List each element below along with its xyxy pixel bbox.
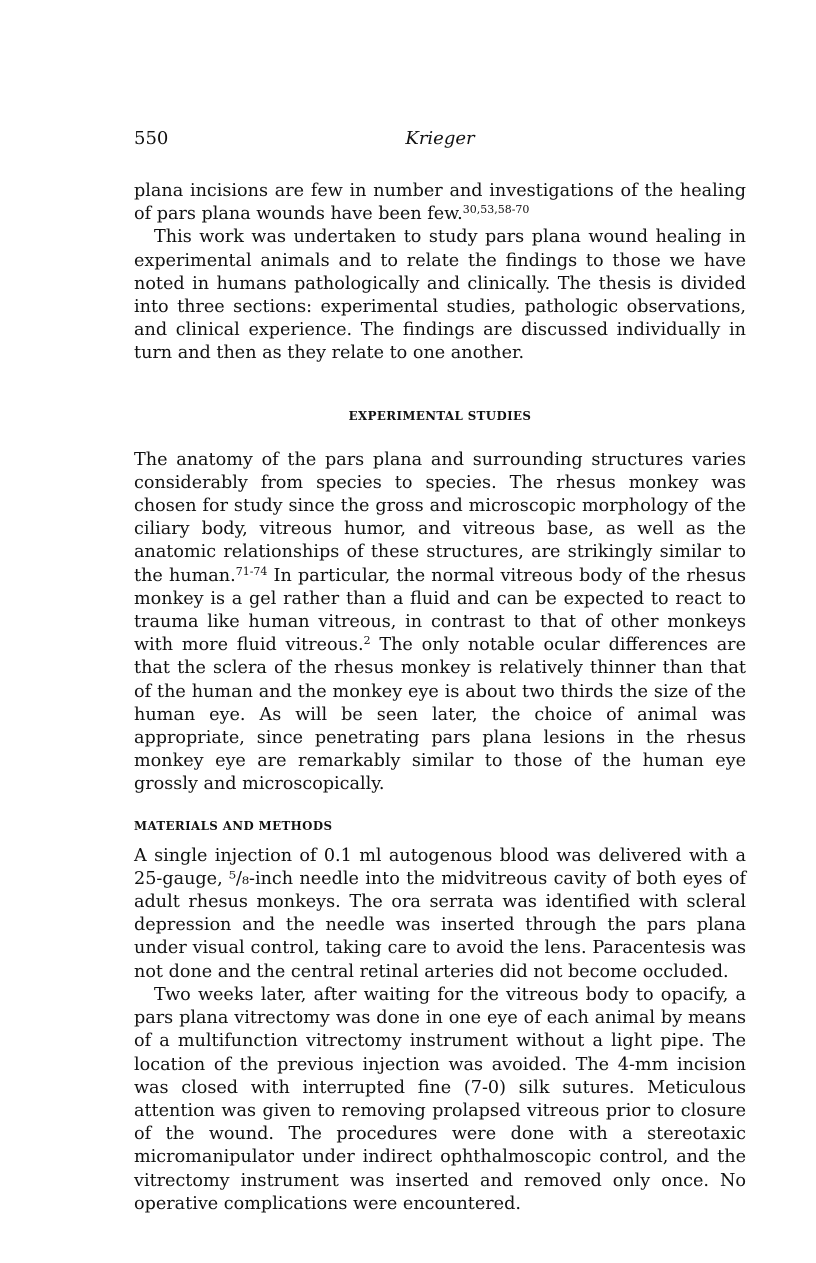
article-body bbox=[134, 180, 746, 1216]
paragraph-injection-method: A single injection of 0.1 ml autogenous blood was delivered with a 25-gauge, ⁵/₈-inch needle into the midvitreous cavity of both eyes of adult rhesus monkeys. The ora serrata was identified with scleral depression and the needle was inserted through the pars plana under visual control, taking care to avoid the lens. Paracentesis was not done and the central retinal arteries did not become occluded. bbox=[134, 845, 746, 982]
citation-reference: 2 bbox=[363, 634, 371, 648]
paragraph-thesis-overview: This work was undertaken to study pars plana wound healing in experimental animals and to relate the findings to those we have noted in humans pathologically and clinically. The thesis is divided into three sections: experimental studies, pathologic observations, and clinical experience. The findings are discussed individually in turn and then as they relate to one another. bbox=[134, 227, 746, 364]
paragraph-text: The only notable ocular differences are that the sclera of the rhesus monkey is relatively thinner than that of the human and the monkey eye is about two thirds the size of the human eye. As will be seen later, the choice of animal was appropriate, since penetrating pars plana lesions in the rhesus monkey eye are remarkably similar to those of the human eye grossly and microscopically. bbox=[134, 635, 747, 795]
paragraph-vitrectomy-procedure: Two weeks later, after waiting for the vitreous body to opacify, a pars plana vitrectomy was done in one eye of each animal by means of a multifunction vitrectomy instrument without a light pipe. The location of the previous injection was avoided. The 4-mm incision was closed with interrupted fine (7-0) silk sutures. Meticulous attention was given to removing prolapsed vitreous prior to closure of the wound. The procedures were done with a stereotaxic micromanipulator under indirect ophthalmoscopic control, and the vitrectomy instrument was inserted and removed only once. No operative complications were encountered. bbox=[134, 984, 746, 1214]
running-head bbox=[134, 128, 746, 160]
page-number: 550 bbox=[134, 128, 169, 149]
paragraph-text: The anatomy of the pars plana and surrounding structures varies considerably from species to species. The rhesus monkey was chosen for study since the gross and microscopic morphology of the ciliary body, vitreous humor, and vitreous base, as well as the anatomic relationships of these structures, are strikingly similar to the human. bbox=[134, 449, 746, 586]
paragraph-text: plana incisions are few in number and investigations of the healing of pars plana wounds have been few. bbox=[134, 181, 746, 225]
paragraph-text: In particular, the normal vitreous body of the rhesus monkey is a gel rather than a fluid and can be expected to react to trauma like human vitreous, in contrast to that of other monkeys with more fluid vitreous. bbox=[134, 565, 746, 656]
subsection-heading-materials-and-methods: MATERIALS AND METHODS bbox=[134, 818, 333, 833]
section-heading-experimental-studies: EXPERIMENTAL STUDIES bbox=[348, 408, 532, 423]
paragraph-anatomy bbox=[134, 449, 746, 797]
paragraph-continuation bbox=[134, 180, 746, 226]
running-title: Krieger bbox=[405, 128, 475, 149]
citation-reference: 30,53,58-70 bbox=[462, 203, 530, 217]
citation-reference: 71-74 bbox=[235, 564, 268, 578]
